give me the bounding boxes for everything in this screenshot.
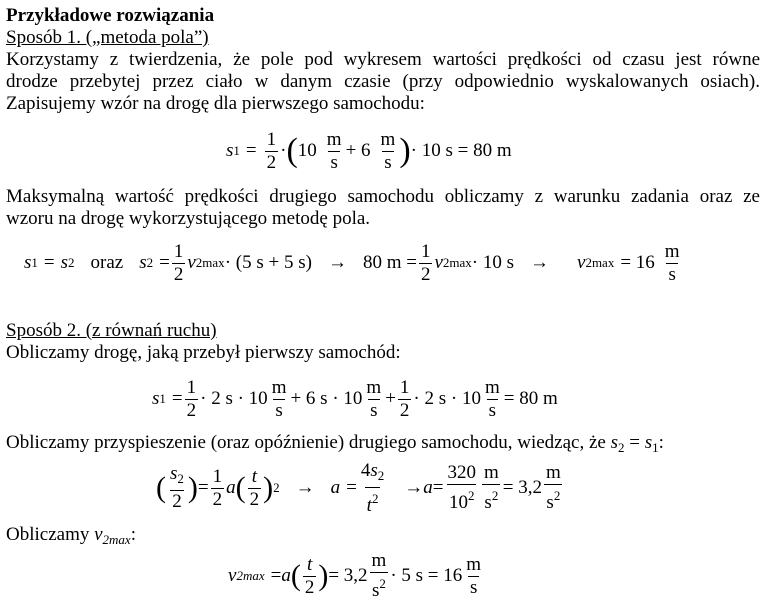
method1-para2-line1: Maksymalną wartość prędkości drugiego samochodu obliczamy z warunku zadania oraz ze xyxy=(6,186,760,207)
method2-heading: Sposób 2. (z równań ruchu) xyxy=(6,320,217,341)
word-oraz: oraz xyxy=(90,252,124,273)
equation-acceleration: ( $\frac{s_2}{2}$ ) = $\frac{1}{2}$ a ( $\frac{t}{2}$ ) 2 → a = $\frac{4s_2}{t^2}$ → a = $\frac{320}{10^2}$ $\frac{m}{s^2}$ = 3,2 $\frac{m}{s^2}$ xyxy=(156,459,561,516)
method1-para2-line2: wzoru na drogę wykorzystującego metodę pola. xyxy=(6,208,371,229)
section-title: Przykładowe rozwiązania xyxy=(6,5,215,26)
method2-line3: Obliczamy $v_{2max}$: xyxy=(6,524,136,547)
method1-para1-line1: Korzystamy z twierdzenia, że pole pod wykresem wartości prędkości od czasu jest równe xyxy=(6,49,760,70)
equation-s1-area: s 1 = $\frac{1}{2}$ · ( 10 $\frac{m}{s}$ + 6 $\frac{m}{s}$ ) · 10 s = 80 m xyxy=(226,128,512,173)
equation-v2max-area: s 1 = s 2 oraz s 2 = $\frac{1}{2}$ v 2max · (5 s + 5 s) → 80 m = $\frac{1}{2}$ v 2max · 10 s → v 2max = 16 $\frac{m}{s}$ xyxy=(24,240,680,285)
method1-heading: Sposób 1. („metoda pola”) xyxy=(6,27,209,48)
method2-line1: Obliczamy drogę, jaką przebył pierwszy samochód: xyxy=(6,342,401,363)
equation-v2max-kinematic: v 2max = a ( $\frac{t}{2}$ ) = 3,2 $\frac{m}{s^2}$ · 5 s = 16 $\frac{m}{s}$ xyxy=(228,550,482,601)
method1-para1-line2: drodze przebytej przez ciało w danym czasie (przy odpowiednio wyskalowanych osiach). xyxy=(6,71,760,92)
method1-para1-line3: Zapisujemy wzór na drogę dla pierwszego samochodu: xyxy=(6,93,425,114)
equation-s1-kinematic: s 1 = $\frac{1}{2}$ · 2 s · 10 $\frac{m}{s}$ + 6 s · 10 $\frac{m}{s}$ + $\frac{1}{2}$ · 2 s · 10 $\frac{m}{s}$ = 80 m xyxy=(152,376,558,421)
method2-line2: Obliczamy przyspieszenie (oraz opóźnienie) drugiego samochodu, wiedząc, że $s_2 = s_1$: xyxy=(6,432,664,455)
